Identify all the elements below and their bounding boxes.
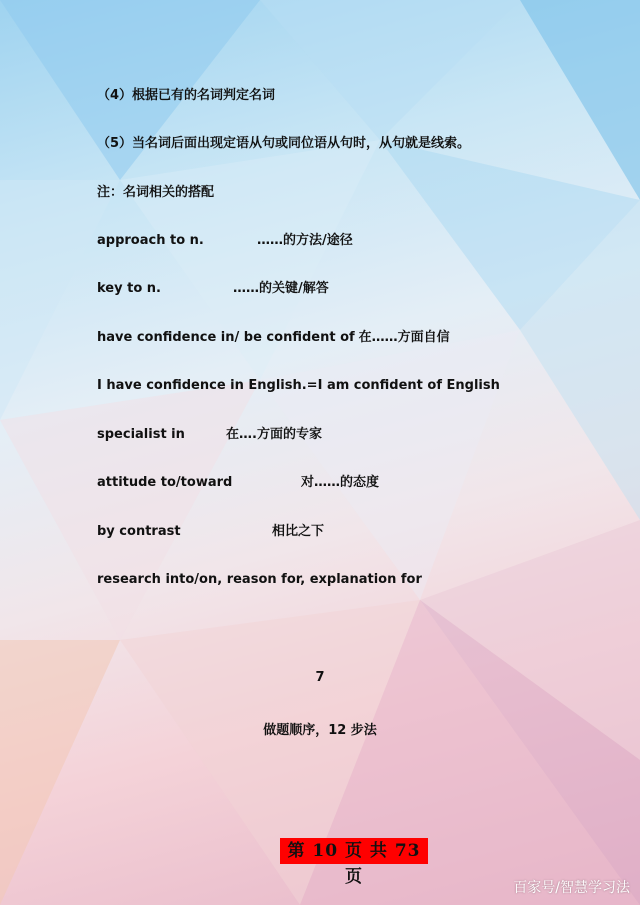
phrase-row [97,281,329,297]
phrase-meaning: 相比之下 [272,524,325,539]
phrase-row [97,475,379,491]
section-title: 做题顺序，12 步法 [263,723,377,738]
phrase-row [97,378,500,394]
source-watermark: 百家号/智慧学习法 [513,880,630,896]
phrase-meaning: ……的方法/途径 [257,233,353,248]
phrase-row [97,427,322,443]
phrase-term: have confidence in/ be confident of [97,330,355,345]
section-number: 7 [315,670,325,685]
phrase-meaning: 对……的态度 [301,475,380,490]
phrase-term: by contrast [97,524,181,539]
phrase-term: attitude to/toward [97,475,233,490]
phrase-meaning: 在….方面的专家 [226,427,322,442]
phrase-term: I have confidence in English.=I am confident of English [97,378,500,393]
phrase-row [97,572,422,588]
phrase-term: key to n. [97,281,161,296]
note-item-5: （5）当名词后面出现定语从句或同位语从句时，从句就是线索。 [97,136,471,151]
phrase-term: research into/on, reason for, explanation for [97,572,422,587]
phrase-row [97,524,324,540]
phrase-term: specialist in [97,427,185,442]
phrase-meaning: 在……方面自信 [358,330,450,345]
phrase-term: approach to n. [97,233,204,248]
note-title: 注：名词相关的搭配 [97,185,215,200]
phrase-row [97,233,353,249]
page-indicator: 第 10 页 共 73 页 [280,838,428,864]
note-item-4: （4）根据已有的名词判定名词 [97,88,276,103]
phrase-row [97,330,450,346]
phrase-meaning: ……的关键/解答 [233,281,329,296]
